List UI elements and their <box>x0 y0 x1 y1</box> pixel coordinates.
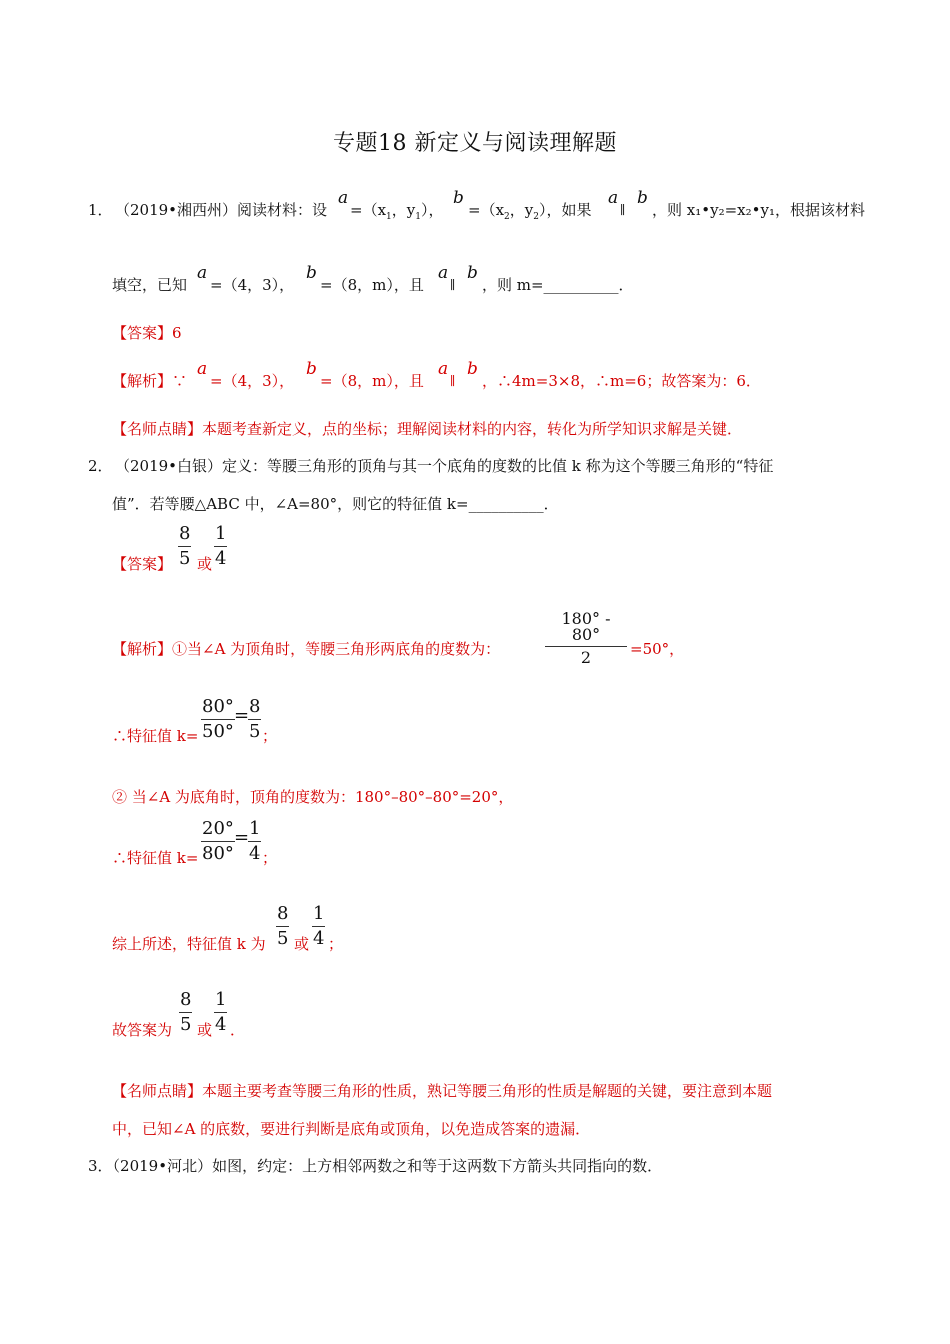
q2-analysis-case1: 【解析】①当∠A 为顶角时，等腰三角形两底角的度数为： <box>112 640 501 658</box>
q2-tip-line2: 中，已知∠A 的底数，要进行判断是底角或顶角，以免造成答案的遗漏． <box>112 1120 591 1138</box>
fraction-8-5: $\frac{8}{5}$ <box>180 989 192 1035</box>
fraction-8-5: $\frac{8}{5}$ <box>277 903 289 949</box>
q1-condition: ，则 x₁•y₂=x₂•y₁，根据该材料 <box>652 201 865 219</box>
or-text: 或 <box>294 935 310 953</box>
vector-a: a <box>438 359 449 379</box>
q2-analysis-case2: ② 当∠A 为底角时，顶角的度数为：180°–80°–80°=20°， <box>112 788 514 806</box>
q1-given-b: =（8，m），且 <box>320 276 424 294</box>
base-angle-result: =50°， <box>630 640 685 658</box>
page-title: 专题18 新定义与阅读理解题 <box>333 131 617 156</box>
q2-line2: 值”．若等腰△ABC 中，∠A=80°，则它的特征值 k=__________． <box>112 495 559 513</box>
semicolon: ； <box>262 727 278 745</box>
q1-source: （2019•湘西州）阅读材料：设 <box>115 201 328 219</box>
q1-eq-a: $=(x_1$，$y_1$）， <box>350 201 444 222</box>
vector-b: b <box>467 263 478 283</box>
fraction-8-5: $\frac{8}{5}$ <box>249 696 261 742</box>
q1-analysis: 【解析】∵ <box>112 372 188 390</box>
parallel-symbol: ∥ <box>450 278 456 292</box>
q1-answer: 【答案】6 <box>112 324 182 342</box>
or-text: 或 <box>197 555 213 573</box>
question-3: 3．（2019•河北）如图，约定：上方相邻两数之和等于这两数下方箭头共同指向的数． <box>88 1157 663 1175</box>
q1-number: 1． <box>88 201 113 219</box>
parallel-symbol: ∥ <box>620 203 626 217</box>
fraction-1-4: $\frac{1}{4}$ <box>249 818 261 864</box>
q1-line2: 填空，已知 <box>112 276 188 294</box>
fraction-8-5: $\frac{8}{5}$ <box>179 523 191 569</box>
vector-b: b <box>637 188 648 208</box>
or-text: 或 <box>197 1021 213 1039</box>
vector-a: a <box>197 359 208 379</box>
vector-b: b <box>306 263 317 283</box>
period: ． <box>230 1021 246 1039</box>
semicolon: ； <box>328 935 344 953</box>
vector-a: a <box>197 263 208 283</box>
equals-sign: = <box>234 827 250 848</box>
vector-b: b <box>306 359 317 379</box>
fraction-1-4: $\frac{1}{4}$ <box>215 523 227 569</box>
summary-label: 综上所述，特征值 k 为 <box>112 935 266 953</box>
semicolon: ； <box>262 849 278 867</box>
q1-tip: 【名师点睛】本题考查新定义，点的坐标；理解阅读材料的内容，转化为所学知识求解是关键． <box>112 420 743 438</box>
q1-eq-b: $=(x_2$，$y_2$），如果 <box>468 201 592 222</box>
fraction-20-80: $\frac{20^\circ}{80^\circ}$ <box>202 818 234 864</box>
vector-b: b <box>467 359 478 379</box>
q2-line1: （2019•白银）定义：等腰三角形的顶角与其一个底角的度数的比值 k 称为这个等腰三角形的“特征 <box>115 457 774 475</box>
vector-b: b <box>453 188 464 208</box>
q2-number: 2． <box>88 457 113 475</box>
fraction-80-50: $\frac{80^\circ}{50^\circ}$ <box>202 696 234 742</box>
fraction-1-4: $\frac{1}{4}$ <box>313 903 325 949</box>
final-answer-label: 故答案为 <box>112 1021 173 1039</box>
vector-a: a <box>338 188 349 208</box>
vector-a: a <box>608 188 619 208</box>
q2-answer-label: 【答案】 <box>112 555 173 573</box>
q1-analysis-a: =（4，3）， <box>210 372 295 390</box>
vector-a: a <box>438 263 449 283</box>
q2-tip-line1: 【名师点睛】本题主要考查等腰三角形的性质，熟记等腰三角形的性质是解题的关键，要注意到本题 <box>112 1082 773 1100</box>
q1-blank: ，则 m=__________． <box>482 276 634 294</box>
k2-label: ∴特征值 k= <box>112 849 199 867</box>
equals-sign: = <box>234 705 250 726</box>
q1-given-a: =（4，3）， <box>210 276 295 294</box>
parallel-symbol: ∥ <box>450 374 456 388</box>
base-angle-fraction: $\frac{180^\circ - 80^\circ}{2}$ <box>545 611 627 666</box>
fraction-1-4: $\frac{1}{4}$ <box>215 989 227 1035</box>
q1-analysis-result: ，∴4m=3×8，∴m=6；故答案为：6． <box>482 372 761 390</box>
q1-analysis-b: =（8，m），且 <box>320 372 424 390</box>
k1-label: ∴特征值 k= <box>112 727 199 745</box>
